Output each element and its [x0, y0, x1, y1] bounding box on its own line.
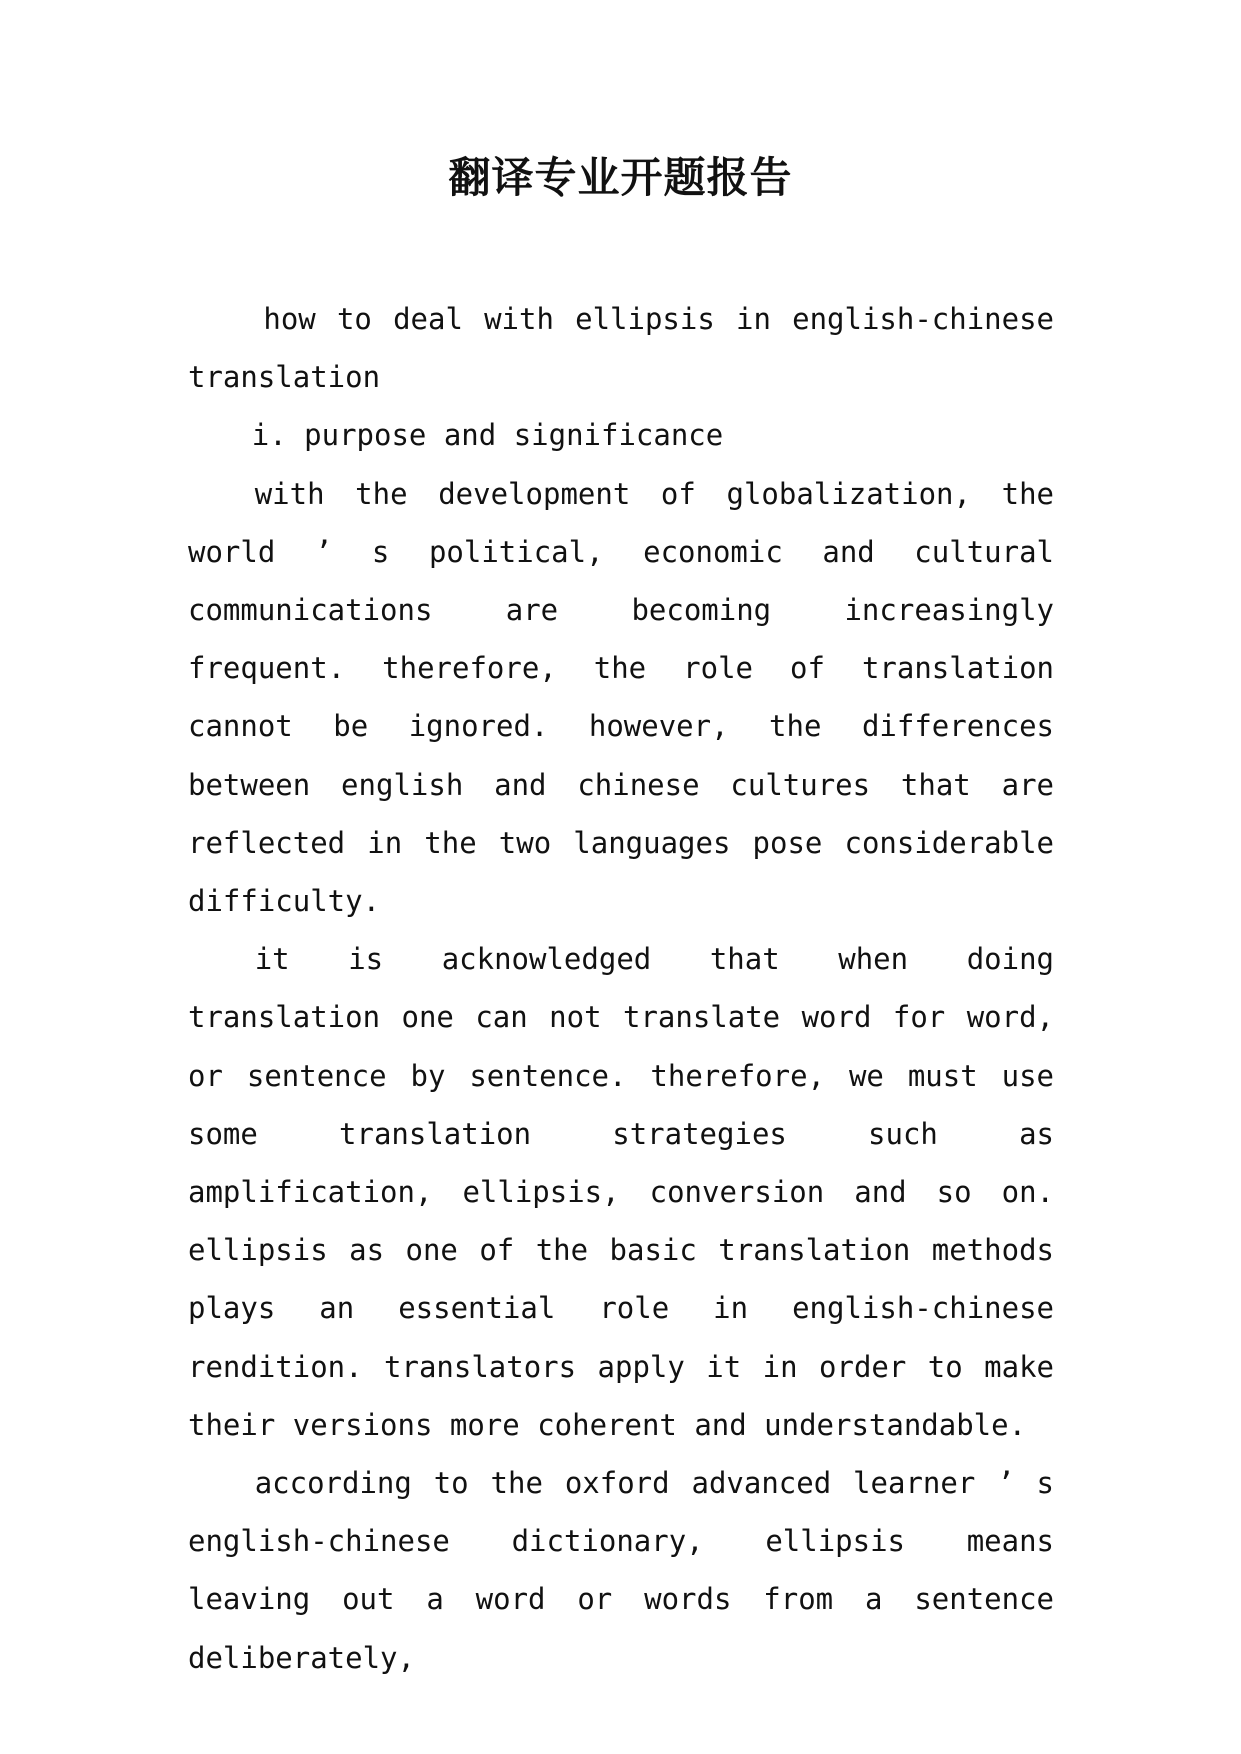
document-body: [188, 290, 1054, 1687]
paragraph-1: with the development of globalization, the world ’ s political, economic and cultural communications are becoming increasingly frequent. therefore, the role of translation cannot be ignored. however, the differences between english and chinese cultures that are reflected in the two languages pose considerable difficulty.: [188, 476, 1054, 919]
paragraph-2: it is acknowledged that when doing translation one can not translate word for word, or sentence by sentence. therefore, we must use some translation strategies such as amplification, ellipsis, conversion and so on. ellipsis as one of the basic translation methods plays an essential role in english-chinese rendition. translators apply it in order to make their versions more coherent and understandable.: [188, 942, 1054, 1442]
topic-line: how to deal with ellipsis in english-chinese translation: [188, 302, 1054, 395]
document-title: 翻译专业开题报告: [448, 153, 793, 202]
section-heading: i. purpose and significance: [251, 418, 724, 453]
paragraph-3: according to the oxford advanced learner ’ s english-chinese dictionary, ellipsis means leaving out a word or words from a sentence deliberately,: [188, 1466, 1054, 1675]
